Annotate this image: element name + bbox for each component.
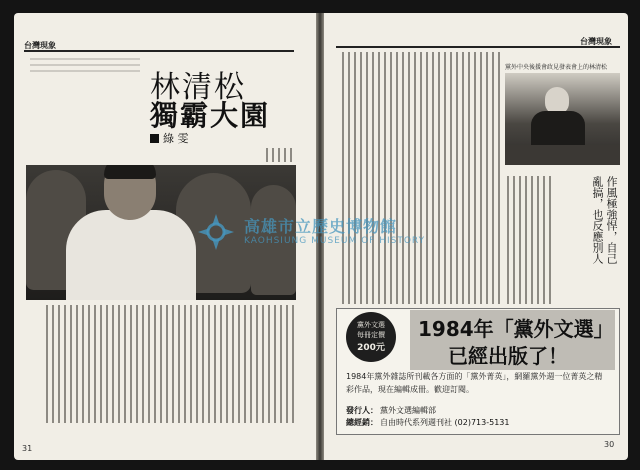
left-body-text xyxy=(26,305,294,423)
pull-quote: 作風極強悍，自己亂搞，也反應別人 xyxy=(591,176,618,264)
badge-line1: 黨外文選 xyxy=(357,321,385,329)
speaker-podium xyxy=(505,145,620,165)
page-number-left: 31 xyxy=(22,444,33,453)
section-tag-right: 台灣現象 xyxy=(580,37,612,46)
right-body-text-side xyxy=(505,176,551,304)
page-number-right: 30 xyxy=(604,440,615,449)
article-byline xyxy=(150,130,189,146)
ad-title-line1: 1984年「黨外文選」 xyxy=(418,317,614,341)
price-badge xyxy=(346,312,396,362)
ad-publisher-value: 黨外文選編輯部 xyxy=(380,406,436,415)
ad-title-line2: 已經出版了！ xyxy=(448,344,568,368)
upper-article-text xyxy=(192,148,292,162)
photo-caption: 黨外中央後援會政見發表會上的林清松 xyxy=(505,64,608,71)
header-rule-right xyxy=(336,46,620,48)
watermark-text-chinese: 高雄市立歷史博物館 xyxy=(244,217,398,236)
museum-logo-icon xyxy=(196,212,236,252)
article-title-sub: 獨霸大園 xyxy=(150,99,271,132)
ad-distributor-value: 自由時代系列週刊社 (02)713-5131 xyxy=(380,418,510,427)
badge-line2: 每冊定價 xyxy=(357,331,385,339)
watermark-text-english: KAOHSIUNG MUSEUM OF HISTORY xyxy=(244,236,426,246)
ad-distributor-label: 總經銷： xyxy=(346,418,378,427)
subject-body xyxy=(66,210,196,300)
ad-description: 1984年黨外雜誌所刊載各方面的「黨外菁英」，網羅黨外週一位菁英之精彩作品，現在編輯成冊。歡迎訂閱。 xyxy=(346,372,603,394)
badge-price: 200元 xyxy=(357,343,385,353)
faded-background-text xyxy=(30,58,140,158)
speaker-photo xyxy=(505,73,620,165)
article-title-name: 林清松 xyxy=(150,70,246,105)
subject-hair xyxy=(104,165,156,179)
ad-publisher-label: 發行人： xyxy=(346,406,378,415)
right-body-text-main xyxy=(336,52,500,304)
section-tag-left: 台灣現象 xyxy=(24,41,56,50)
header-rule-left xyxy=(24,50,294,52)
byline-author: 綠 雯 xyxy=(163,132,189,145)
byline-square-icon xyxy=(150,134,159,143)
